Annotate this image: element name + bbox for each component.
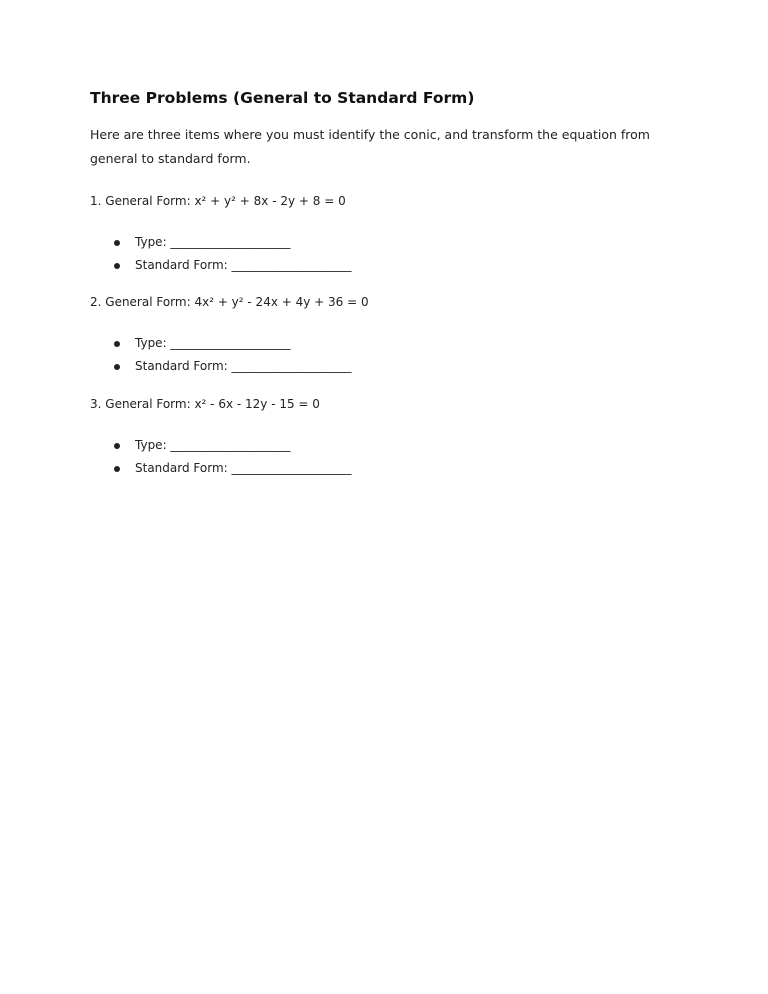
problem-1-heading: 1. General Form: x² + y² + 8x - 2y + 8 = 0 xyxy=(90,194,346,208)
bullet-icon xyxy=(114,466,120,472)
bullet-icon xyxy=(114,240,120,246)
bullet-icon xyxy=(114,443,120,449)
bullet-icon xyxy=(114,364,120,370)
problem-3-heading: 3. General Form: x² - 6x - 12y - 15 = 0 xyxy=(90,397,320,411)
intro-paragraph: Here are three items where you must identify the conic, and transform the equation from general to standard form. xyxy=(90,127,650,166)
standard-form-blank: Standard Form: ____________________ xyxy=(135,359,352,373)
standard-form-blank: Standard Form: ____________________ xyxy=(135,258,352,272)
type-blank: Type: ____________________ xyxy=(135,438,291,452)
bullet-icon xyxy=(114,341,120,347)
type-blank: Type: ____________________ xyxy=(135,336,291,350)
page-title: Three Problems (General to Standard Form) xyxy=(90,89,475,107)
problem-2-heading: 2. General Form: 4x² + y² - 24x + 4y + 36 = 0 xyxy=(90,295,369,309)
standard-form-blank: Standard Form: ____________________ xyxy=(135,461,352,475)
type-blank: Type: ____________________ xyxy=(135,235,291,249)
bullet-icon xyxy=(114,263,120,269)
